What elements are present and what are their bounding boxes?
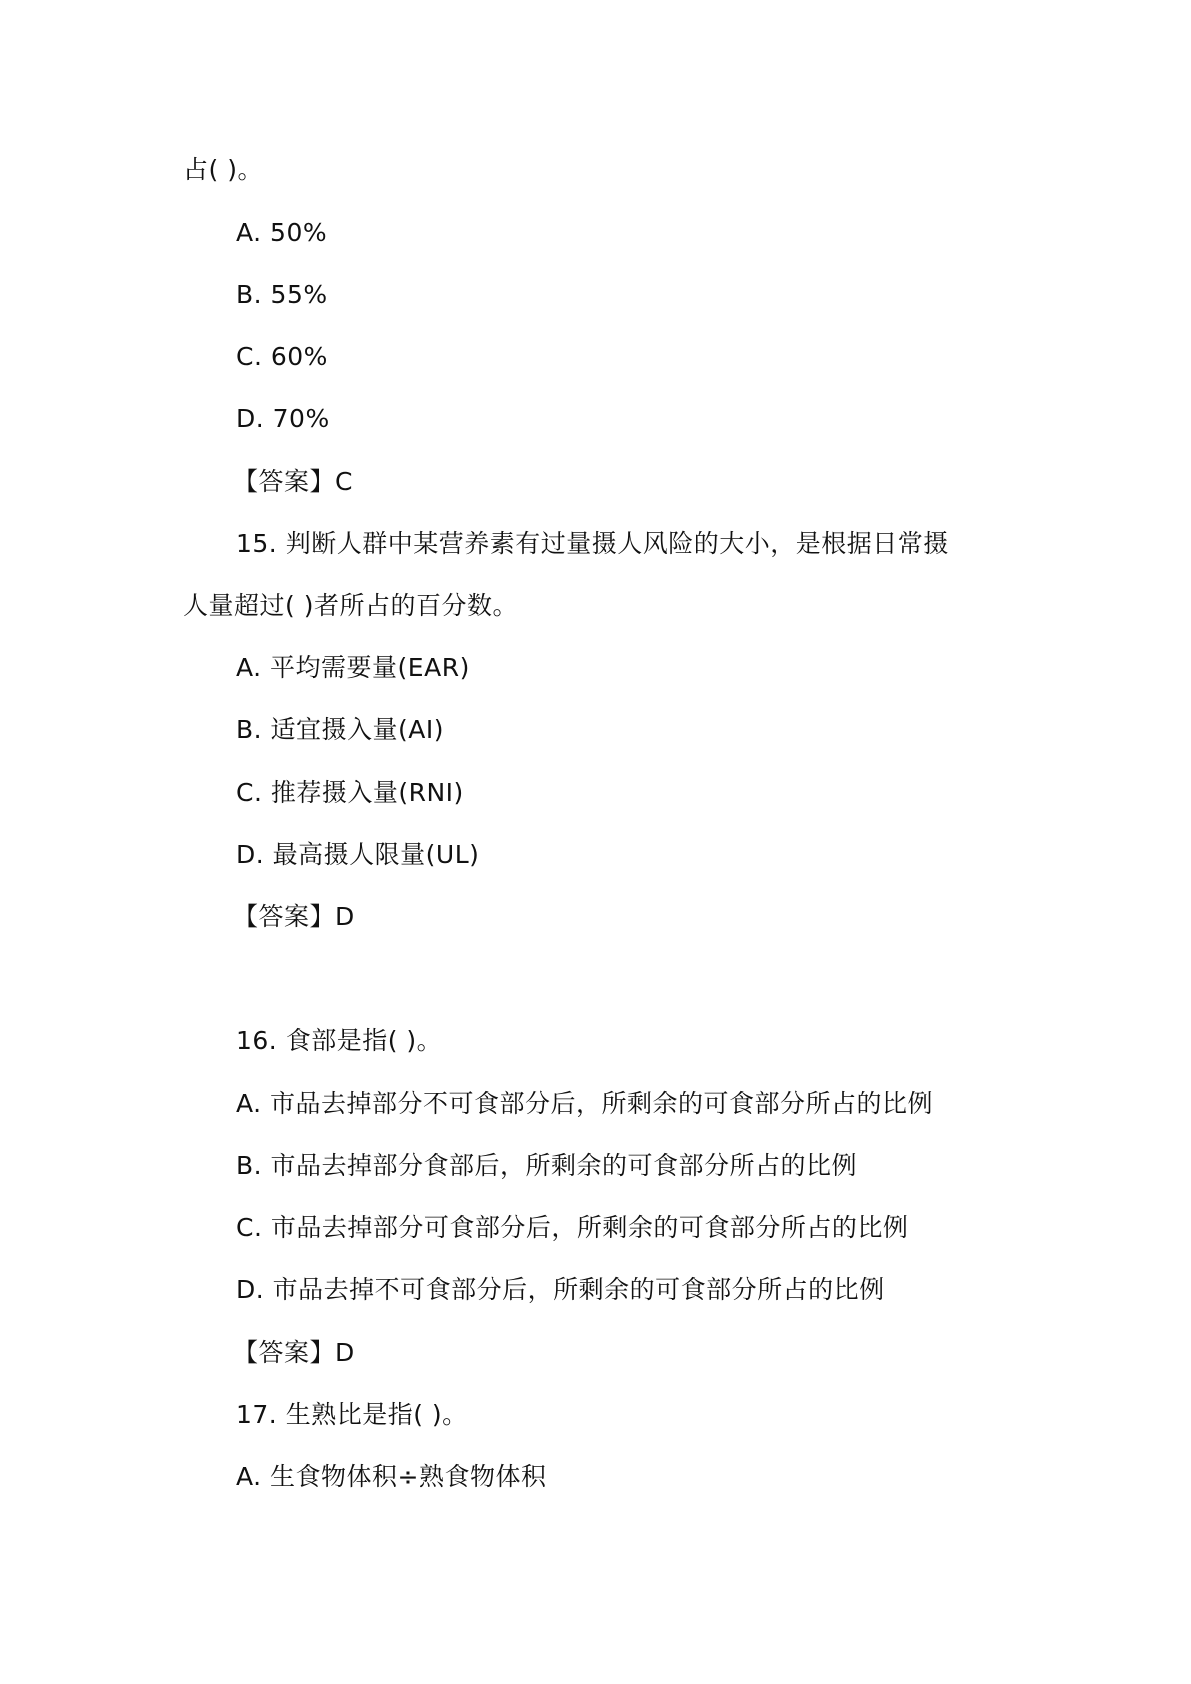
question-15-answer: 【答案】D xyxy=(233,902,355,931)
question-17-option-a: A. 生食物体积÷熟食物体积 xyxy=(236,1462,547,1491)
question-14-option-a: A. 50% xyxy=(236,218,328,247)
question-14-option-c: C. 60% xyxy=(236,342,328,371)
question-15-option-c: C. 推荐摄入量(RNI) xyxy=(236,778,464,807)
question-15-option-a: A. 平均需要量(EAR) xyxy=(236,653,470,682)
question-16-option-d: D. 市品去掉不可食部分后，所剩余的可食部分所占的比例 xyxy=(236,1275,885,1304)
question-16-answer: 【答案】D xyxy=(233,1338,355,1367)
question-15-option-b: B. 适宜摄入量(AI) xyxy=(236,715,445,744)
question-16-option-c: C. 市品去掉部分可食部分后，所剩余的可食部分所占的比例 xyxy=(236,1213,909,1242)
question-14-option-b: B. 55% xyxy=(236,280,328,309)
question-14-stem-tail: 占( )。 xyxy=(183,155,263,184)
question-15-stem-line2: 人量超过( )者所占的百分数。 xyxy=(183,591,518,620)
question-14-answer: 【答案】C xyxy=(233,467,353,496)
question-15-option-d: D. 最高摄人限量(UL) xyxy=(236,840,480,869)
question-16-option-b: B. 市品去掉部分食部后，所剩余的可食部分所占的比例 xyxy=(236,1151,858,1180)
question-14-option-d: D. 70% xyxy=(236,404,330,433)
question-17-stem: 17. 生熟比是指( )。 xyxy=(236,1400,468,1429)
question-16-option-a: A. 市品去掉部分不可食部分后，所剩余的可食部分所占的比例 xyxy=(236,1089,934,1118)
question-16-stem: 16. 食部是指( )。 xyxy=(236,1026,443,1055)
question-15-stem-line1: 15. 判断人群中某营养素有过量摄人风险的大小，是根据日常摄 xyxy=(236,529,949,558)
